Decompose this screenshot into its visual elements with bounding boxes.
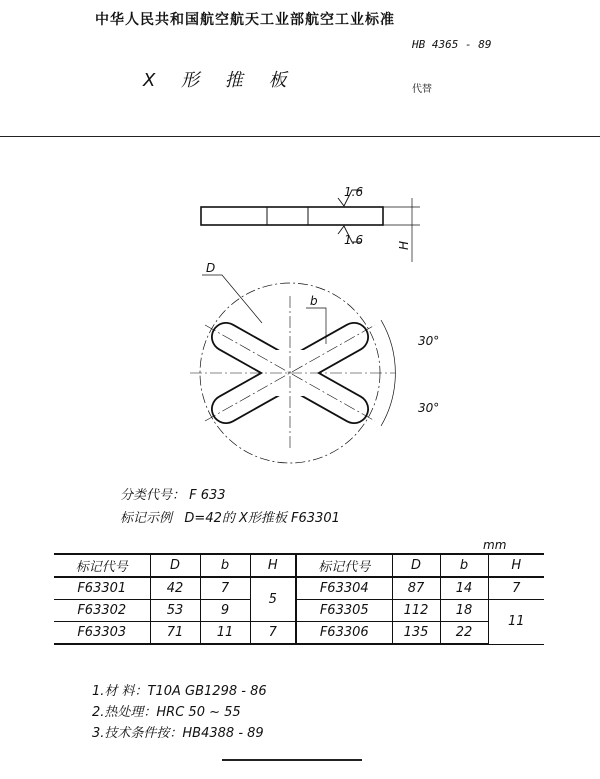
classification-line [120, 484, 226, 503]
cell-H-merged: 11 [488, 600, 544, 645]
cell-code: F63302 [54, 600, 150, 622]
cell-b: 9 [200, 600, 250, 622]
header-b-left: b [200, 554, 250, 577]
top-view-x-plate [190, 275, 395, 463]
angle-label-lower: 30° [418, 401, 440, 415]
unit-label: mm [483, 538, 507, 552]
dim-label-b: b [310, 294, 318, 308]
table-header-row [54, 554, 544, 577]
cell-b: 14 [440, 577, 488, 600]
note-material: 1.材 料：T10A GB1298 - 86 [92, 684, 267, 699]
cell-code: F63304 [296, 577, 392, 600]
cell-code: F63303 [54, 622, 150, 645]
cell-b: 22 [440, 622, 488, 645]
cell-H: 7 [250, 622, 296, 645]
standard-organization: 中华人民共和国航空航天工业部航空工业标准 [95, 12, 395, 28]
note-heat-treatment: 2.热处理：HRC 50 ~ 55 [92, 705, 241, 720]
cell-b: 7 [200, 577, 250, 600]
table-row [54, 577, 544, 600]
cell-code: F63301 [54, 577, 150, 600]
header-H-left: H [250, 554, 296, 577]
header-H-right: H [488, 554, 544, 577]
side-view [201, 190, 420, 262]
cell-b: 11 [200, 622, 250, 645]
cell-D: 71 [150, 622, 200, 645]
cell-D: 112 [392, 600, 440, 622]
header-code-left: 标记代号 [54, 554, 150, 577]
marking-example-text: D=42的 X形推板 F63301 [184, 511, 340, 526]
cell-D: 53 [150, 600, 200, 622]
dim-label-H: H [397, 240, 411, 250]
angle-label-upper: 30° [418, 334, 440, 348]
cell-D: 42 [150, 577, 200, 600]
header-D-left: D [150, 554, 200, 577]
marking-example-line [120, 507, 340, 526]
cell-code: F63306 [296, 622, 392, 645]
footer-divider [222, 759, 362, 761]
classification-value: F 633 [189, 488, 226, 503]
roughness-bottom: 1.6 [344, 233, 364, 247]
cell-H: 7 [488, 577, 544, 600]
cell-D: 135 [392, 622, 440, 645]
document-title: X 形 推 板 [143, 70, 297, 91]
standard-code: HB 4365 - 89 [412, 38, 492, 51]
note-technical-conditions: 3.技术条件按：HB4388 - 89 [92, 726, 264, 741]
header-D-right: D [392, 554, 440, 577]
cell-H-merged: 5 [250, 577, 296, 622]
header-code-right: 标记代号 [296, 554, 392, 577]
table-row [54, 600, 544, 622]
table-row [54, 622, 544, 645]
cell-code: F63305 [296, 600, 392, 622]
header-b-right: b [440, 554, 488, 577]
dimension-table [54, 553, 544, 645]
cell-b: 18 [440, 600, 488, 622]
cell-D: 87 [392, 577, 440, 600]
dim-label-D: D [206, 261, 216, 275]
replaces-label: 代替 [412, 84, 432, 95]
classification-label: 分类代号： [120, 488, 186, 503]
roughness-top: 1.6 [344, 185, 364, 199]
marking-example-label: 标记示例 [120, 511, 173, 526]
